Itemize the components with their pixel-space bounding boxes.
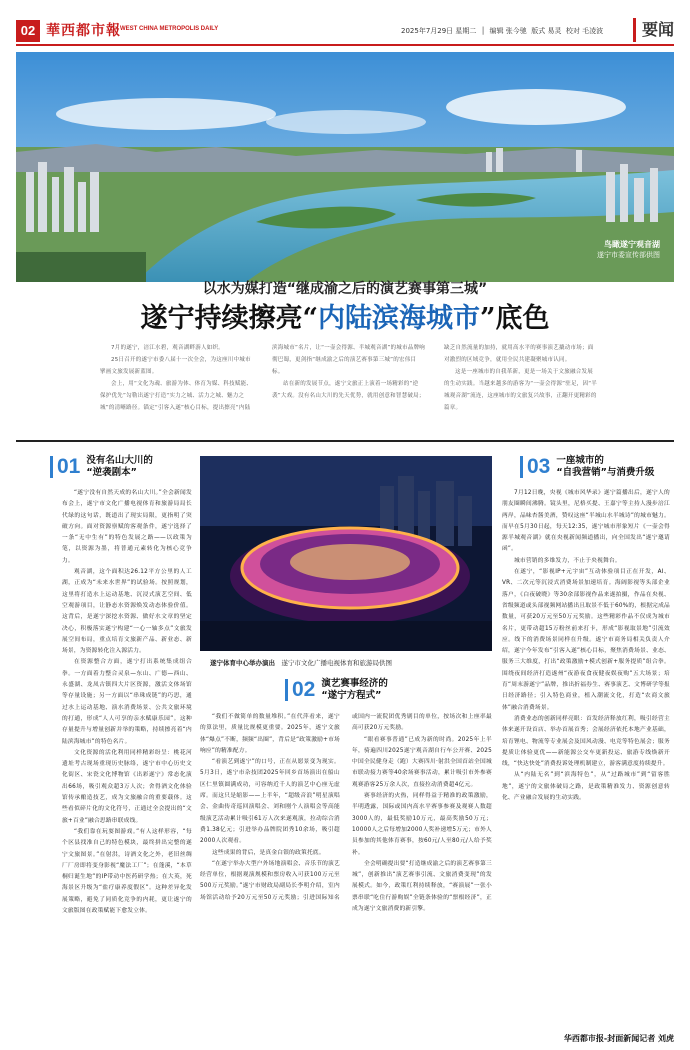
hero-caption bbox=[597, 239, 660, 260]
intro-paragraphs bbox=[100, 342, 598, 432]
section-3-text bbox=[502, 488, 670, 1022]
section-1-title-line: 没有名山大川的 bbox=[86, 455, 153, 466]
paragraph: 文化资源的活化利用同样精彩纷呈：桃花河遗址考古现场重现历史脉络，遂宁市中心历史文化街区、宋瓷文化博物馆《出彩遂宁》常态化演出66场，吸引观众超3万人次；舍得酒文化体验馆传承酿造技艺，成为文旅融合的重要载体。这些看似碎片化的文化符号，正通过全会提出的“文旅+百业”融合思路串联成线。 bbox=[62, 749, 192, 824]
hero-caption-credit: 遂宁市委宣传部供图 bbox=[597, 251, 660, 259]
paragraph: “在遂宁举办大型户外场地演唱会、音乐节的演艺经营单位，根据观演规模和票房收入可获100万元至500万元奖励。”遂宁市财政局副局长李明介绍，室内场馆活动给予20万元至50万元奖励；引进国际知名或国内一流院团优秀剧目的单位，按场次和上座率最高可获20万元奖励。 bbox=[200, 714, 492, 901]
paragraph: “遂宁没有自然天成的名山大川。”全会新闻发布会上，遂宁市文化广播电视体育和旅游局局长代绿的这句话，既道出了现实局限，更指明了突破方向。面对资源禀赋的客观条件，遂宁选择了一条“无中生有”的特色发展之路——以政策为笔，以资源为墨，将普通元素转化为核心竞争力。 bbox=[62, 490, 192, 564]
page-header bbox=[16, 20, 674, 46]
editor: 编辑 张今驰 bbox=[489, 27, 527, 35]
section-1-heading bbox=[50, 455, 153, 479]
paragraph: “我们不做简单的数量堆积。”在代萍看来，遂宁的算法里，质量比规模更重要。2025年，遂宁文旅体“爆点”不断，频频“出圈”，背后是“政策激励+市场响应”的精准配方。 bbox=[200, 714, 340, 754]
reporter-byline: 华西都市报-封面新闻记者 刘虎 bbox=[563, 1034, 674, 1043]
lake-aerial-illustration bbox=[16, 52, 674, 282]
section-2-title-line: 演艺赛事经济的 bbox=[321, 678, 388, 689]
stadium-illustration bbox=[200, 456, 492, 651]
newspaper-english-name: WEST CHINA METROPOLIS DAILY bbox=[120, 26, 219, 32]
page-number: 02 bbox=[16, 20, 40, 42]
section-name: 要闻 bbox=[633, 18, 674, 42]
section-2-heading bbox=[285, 678, 388, 702]
main-headline bbox=[0, 296, 690, 335]
section-2-title bbox=[321, 678, 388, 702]
section-2-title-line: “遂宁方程式” bbox=[321, 690, 382, 701]
headline-part: 遂宁持续擦亮“ bbox=[140, 303, 318, 334]
paragraph: “看演艺到遂宁”的口号，正在从愿景变为现实。5月3日，遂宁市杂技团2025年回乡首场演出在船山区仁里镇圆满成功，可容纳近千人的演艺中心座无虚席。而这只是缩影——上半年，“超级音浪”明星演唱会、金曲传奇巡回演唱会、刘和刚个人演唱会等高能级演艺活动累计吸引61万人次来遂观演，拉动综合消费1.38亿元；引进举办品牌院团秀10余场，吸引超2000人次观看。 bbox=[200, 759, 340, 845]
paragraph: “我们靠在玩耍图游戏。”有人这样形容，“每个区县找准自己的特色模块，最终拼出完整的遂宁文旅图景。”在射洪，诗酒文化之外，老旧丝绸厂厂房即将变身影视“魔法工厂”；在蓬溪，“本草桐归诞生地”的IP带动中医药研学热；在大英，死海景区升级为“盐疗康养度假区”。这种差异化发展策略，避免了同质化竞争的内耗，更让遂宁的文旅版图在政策赋能下愈发立体。 bbox=[62, 828, 192, 914]
section-3-title-line: 一座城市的 bbox=[556, 455, 604, 466]
paragraph: 这些成果的背后，是真金白银的政策托底。 bbox=[212, 849, 325, 856]
section-1-number: 01 bbox=[50, 456, 80, 478]
paragraph: 在遂宁，“影视IP+元宇宙”互动体验项目正在开发，AI、VR、二次元等沉浸式消费场景加速培育。海阔影视等头部企业落户，《白夜破晓》等30余部影视作品来遂拍摄，作品在央视、省级频道或头部视频网站播出且取景不低于60%的，根据完成品数量，可获20万元至50万元奖励。这些精彩作品不仅成为城市名片，更带动超15万粉丝前来打卡，形成“影视取景地”引流效应。线下的消费场景同样在升级。遂宁市商务局相关负责人介绍，遂宁今年发布“引客入遂”核心目标，聚焦消费场景、业态、服务三大维度，打出“政策激励+模式创新+服务提质”组合拳。围绕夜间经济打造遂州“夜游夜食夜健夜娱夜购”五大场景；培育“周末游遂宁”品牌，推出折福券生、赛事演艺、文博研学等报日经济路径；引入特色商业，植入潮流文化，打造“农商文旅体”融合消费场景。 bbox=[502, 569, 670, 711]
paragraph: 从“内陆无名”到“滨海特色”，从“过路城市”到“留客胜地”，遂宁的文旅体破局之路，是政策精准发力、资源创意转化、产业融合发展的生动实践。 bbox=[502, 772, 670, 802]
section-3-title-line: “自我营销”与消费升级 bbox=[556, 467, 655, 478]
designer: 版式 易灵 bbox=[531, 27, 562, 35]
hero-caption-title: 鸟瞰遂宁观音湖 bbox=[604, 240, 660, 249]
paragraph: 消费业态的创新同样亮眼：首发经济释放红利，吸引经营主体来遂开设首店、举办首展首秀；会展经济依托本地产业基础，培育锂电、物流等专业展会及国风动漫、电竞等特色展会；服务提质让体验更优——新能源公交车更新投运、旅游专线焕新开线，“快达快处”消费投诉处理机制建立，游客满意度持续提升。 bbox=[502, 715, 670, 768]
section-divider bbox=[16, 440, 674, 442]
paragraph: 7月12日晚，央视《城市风华录》遂宁篇播出后，遂宁人的朋友圈瞬间沸腾。镜头里，尼格买提、王嘉宁等主持人漫步涪江两岸，品味杏酱美酒，赞叹这座“半城山水半城诗”的城市魅力。而早在5月30日起，每天12:35，遂宁城市形象短片《一壶会得源半城观音湖》就在央视新闻频道播出，向全国发出“遂宁邀请函”。 bbox=[502, 490, 670, 553]
issue-date: 2025年7月29日 星期二 bbox=[401, 27, 477, 35]
hero-aerial-photo bbox=[16, 52, 674, 282]
photo-caption-credit: 遂宁市文化广播电视体育和旅游局供图 bbox=[281, 659, 392, 667]
header-meta: 2025年7月29日 星期二 │ 编辑 张今驰 版式 易灵 校对 毛凌波 bbox=[401, 27, 604, 35]
headline-highlight: 内陆滨海城市 bbox=[318, 303, 480, 334]
photo-caption bbox=[210, 658, 392, 667]
section-3-heading bbox=[520, 455, 654, 479]
intro-paragraph: 会上，用“文化为魂、旅游为体、体育为媒、科技赋能、保护优先”勾勒出遂宁打造“实力之城、活力之城、魅力之城”的清晰路径。锚定“引客入遂”核心目标，提出擦亮“内陆滨海城市”名片，让“一壶会得源、半城观音湖”的城市品牌响彻巴蜀，更剑指“继成渝之后的演艺赛事第三城”的宏伟目标。 bbox=[100, 345, 426, 411]
intro-paragraph: 7月的遂宁，涪江水碧，观音湖畔游人如织。 bbox=[111, 345, 225, 351]
paragraph: 城市营销的多维发力，不止于央视舞台。 bbox=[514, 557, 621, 564]
stadium-night-photo bbox=[200, 456, 492, 651]
paragraph: 赛事经济的火热，同样得益于精准的政策激励，半明透露，国际或国内高水平赛事参赛及观赛人数超3000人的，最低奖励10万元，最高奖励50万元；10000人之后每增加2000人奖补递增5万元；市外人员参加的其他体育赛事，按60元/人至80元/人给予奖补。 bbox=[352, 793, 492, 856]
section-1-title-line: “逆袭剧本” bbox=[86, 467, 137, 478]
headline-part: ”底色 bbox=[480, 303, 550, 334]
section-3-number: 03 bbox=[520, 456, 550, 478]
paragraph: 全会明确提出要“打造继成渝之后的演艺赛事第三城”，创新推出“演艺赛事引流、文旅消费变现”的发展模式。如今，政策红利持续释放，“赛演展”一张小票串联“吃住行游购娱”全链条体验的“票根经济”，正成为遂宁文旅消费的新引擎。 bbox=[352, 860, 492, 913]
section-2-text bbox=[200, 712, 492, 1040]
headline-kicker: 以水为媒打造“继成渝之后的演艺赛事第三城” bbox=[202, 281, 488, 297]
section-1-title bbox=[86, 455, 153, 479]
paragraph: “眼看赛事普通”已成为新的时尚。2025年上半年，骑遍四川2025遂宁观音湖自行车公开赛、2025中国全民健身走（跑）大赛四川·射洪全国首站全国城市联动接力赛等40余场赛事活动，累计吸引市外参赛观赛游客25万余人次，直接拉动消费超4亿元。 bbox=[352, 736, 492, 788]
section-3-title bbox=[556, 455, 654, 479]
section-1-text bbox=[62, 488, 192, 1040]
intro-paragraph: 25日召开的遂宁市委八届十一次全会，为这座川中城市擘画文旅发展新蓝图。 bbox=[100, 357, 251, 375]
intro-paragraph: 站在新的发展节点，遂宁文旅正上演着一场精彩的“逆袭”大戏。没有名山大川的先天优势，就用创意和智慧破局；缺乏自然流量的加持，就用高水平的赛事演艺撬动市场；面对激烈的区域竞争，就用全民共建凝聚城市认同。 bbox=[272, 345, 594, 399]
proofreader: 校对 毛凌波 bbox=[565, 27, 604, 35]
section-2-number: 02 bbox=[285, 679, 315, 701]
intro-paragraph: 这是一座城市的自我革新，更是一场关于文旅融合发展的生动实践。当越来越多的游客为“一壶会得源”驻足，因“半城观音湖”流连，这座城市的文旅复兴故事，正翻开更精彩的篇章。 bbox=[444, 369, 598, 411]
newspaper-logo: 華西都市報 bbox=[46, 23, 121, 39]
paragraph: 在资源整合方面，遂宁打出系统集成组合拳。一方面着力整合灵泉—东山、广德—西山、永盛湖、龙凤古镇四大片区资源，激活文体场馆等存量设施；另一方面以“串珠成链”的巧思，通过水上运动基地、演水消费场景、公共文旅环境的打通，形成“人人可享的亲水赋康乐园”。这种存量提升与增量创新并举的策略，持续擦亮着“内陆滨海城市”的特色名片。 bbox=[62, 659, 192, 745]
paragraph: 观音湖，这个面积达26.12平方公里的人工湖，正成为“未来水世界”的试验场。按照规划，这里将打造水上运动基地、沉浸式演艺空间、低空观游项目，让静态水资源焕发动态体验价值。这背后，是遂宁深挖水资源、做好水文章的坚定决心，积极落实遂宁构建“一心一轴多点”文旅发展空间布局，重点培育文旅新产品、新业态、新场景，为资源转化注入源活力。 bbox=[62, 569, 192, 655]
photo-caption-title: 遂宁体育中心举办演出 bbox=[210, 659, 275, 667]
